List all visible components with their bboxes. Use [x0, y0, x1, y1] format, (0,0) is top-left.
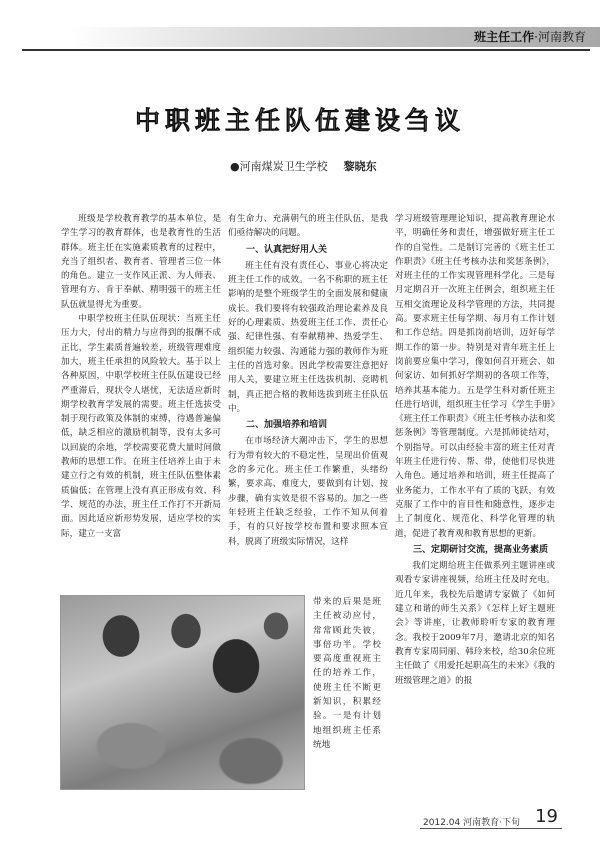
paragraph: 学习班级管理理论知识，提高教育理论水平，明确任务和责任，增强做好班主任工作的自觉性。二是制订完善的《班主任工作职责》《班主任考核办法和奖惩条例》，对班主任的工作实现管理科学化。三是每月定期召开一次班主任例会，组织班主任互相交流理论及科学管理的方法，共同提高。要求班主任每学期、每月有工作计划和工作总结。四是抓岗前培训，迈好每学期工作的第一步。特别是对青年班主任上岗前要应集中学习，像如何召开班会、如何家访、如何抓好学期初的各项工作等，培养其基本能力。五是学生科对新任班主任进行培训，组织班主任学习《学生手册》《班主任工作职责》《班主任考核办法和奖惩条例》等管理制度。六是抓师徒结对，个别指导。可以由经验丰富的班主任对青年班主任进行传、帮、带，使他们尽快进入角色。通过培养和培训，班主任提高了业务能力，工作水平有了质的飞跃，有效克服了工作中的盲目性和随意性，逐步走上了制度化、规范化、科学化管理的轨道，促进了教育观和教育思想的更新。	[395, 214, 555, 539]
section-heading: 二、加强培养和培训	[246, 420, 328, 431]
paragraph: 我们定期给班主任做系列主题讲座或观看专家讲座视频，给班主任及时充电。近几年来，我校先后邀请专家做了《如何建立和谐的师生关系》《怎样上好主题班会》等讲座，让教师聆听专家的教育理念。我校于2009年7月，邀请北京的知名教育专家周同丽、韩玲来校，给30余位班主任做了《用爱托起职高生的未来》《我的班级管理之道》的报	[395, 561, 555, 686]
byline-author: 黎晓东	[343, 160, 377, 173]
classroom-photo	[60, 595, 305, 790]
paragraph: 班级是学校教育教学的基本单位，是学生学习的教育群体，也是教育性的生活群体。班主任在实施素质教育的过程中，充当了组织者、教育者、管理者三位一体的角色。建立一支作风正派、为人师表、管理有方、肯于奉献、精明强干的班主任队伍就显得尤为重要。	[61, 214, 221, 310]
paragraph: 有生命力、充满朝气的班主任队伍，是我们亟待解决的问题。	[228, 214, 388, 239]
paragraph: 带来的后果是班主任被动应付，常常顾此失彼，事倍功半。学校要高度重视班主任的培养工作，使班主任不断更新知识，积累经验。一是有计划地组织班主任系统地	[313, 597, 381, 750]
column-3	[395, 212, 555, 688]
footer-journal: 河南教育·下旬	[463, 818, 520, 828]
column-2-continuation	[313, 595, 381, 752]
header-section: 班主任工作	[474, 30, 535, 44]
header-rule	[22, 49, 590, 51]
column-2	[228, 212, 388, 549]
paragraph: 在市场经济大潮冲击下，学生的思想行为带有较大的不稳定性，呈现出价值观念的多元化。班主任工作繁重，头绪纷繁，要求高、难度大，要做到有计划、按步骤，确有实效是很不容易的。加之一些年轻班主任缺乏经验，工作不知从何着手，有的只好按学校布置和要求照本宣科，脱离了班级实际情况，这样	[228, 436, 388, 547]
footer-issue: 2012.04	[423, 818, 461, 828]
paragraph: 中职学校班主任队伍现状：当班主任压力大，付出的精力与应得到的报酬不成正比，学生素质普遍较差，班级管理难度加大，班主任承担的风险较大。基于以上各种原因，中职学校班主任队伍建设已经严重滞后，现状令人堪忧，无法适应新时期学校教育学发展的需要。班主任选拔受制于现行政策及体制的束缚，待遇普遍偏低，缺乏相应的激励机制等，没有太多可以回旋的余地，学校需要花费大量时间做教师的思想工作。在班主任培养上由于未建立行之有效的机制，班主任队伍整体素质偏低；在管理上没有真正形成有效、科学、规范的办法，班主任工作打不开新局面。因此适应新形势发展，适应学校的实际，建立一支富	[61, 314, 221, 539]
section-heading: 三、定期研讨交流，提高业务素质	[413, 544, 549, 555]
byline-affiliation: 河南煤炭卫生学校	[239, 160, 328, 173]
page-number: 19	[535, 806, 558, 827]
section-heading: 一、认真把好用人关	[246, 244, 328, 255]
running-header	[0, 27, 600, 47]
header-region: ·河南教育	[534, 30, 586, 44]
byline	[230, 158, 377, 174]
footer-rule	[420, 828, 562, 829]
byline-marker: ●	[230, 160, 240, 173]
article-title: 中职班主任队伍建设刍议	[134, 106, 465, 135]
footer	[423, 815, 520, 828]
header-text	[474, 28, 586, 46]
column-1	[61, 212, 221, 541]
paragraph: 班主任有没有责任心、事业心将决定班主任工作的成效。一名不称职的班主任影响的是整个班级学生的全面发展和健康成长。我们要将有较强政治理论素养及良好的心理素质、热爱班主任工作、责任心强、纪律性强、有奉献精神、热爱学生、组织能力较强、沟通能力强的教师作为班主任的首选对象。因此学校需要注意把好用人关，要建立班主任选拔机制、竞聘机制，真正把合格的教师选拔到班主任队伍中。	[228, 260, 388, 414]
